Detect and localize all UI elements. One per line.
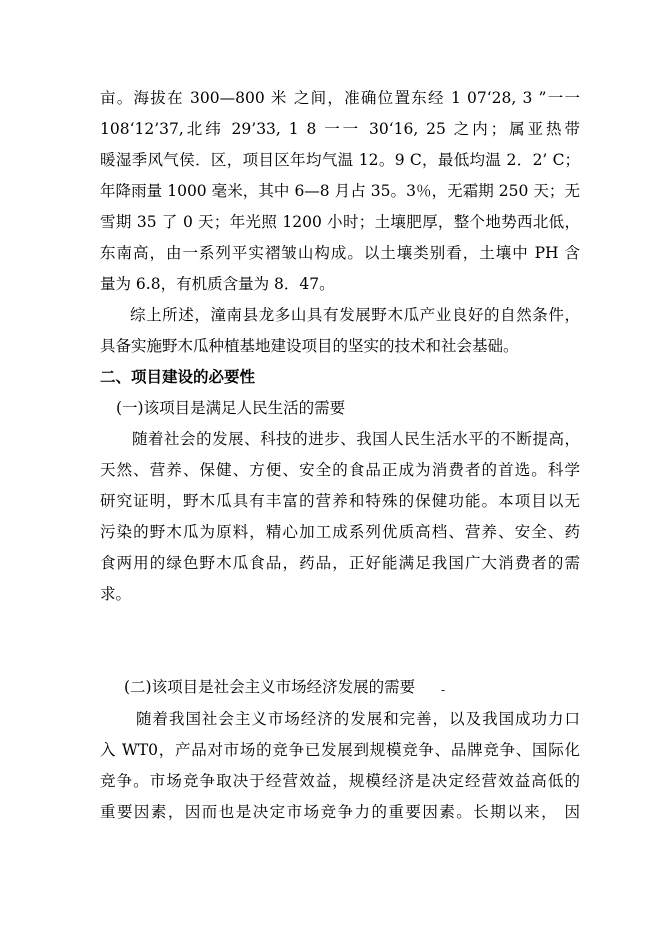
- paragraph-line: 天然、营养、保健、方便、安全的食品正成为消费者的首选。科学: [100, 461, 580, 479]
- paragraph-line: 入 WT0，产品对市场的竞争已发展到规模竞争、品牌竞争、国际化: [100, 741, 580, 759]
- paragraph-line: 污染的野木瓜为原料，精心加工成系列优质高档、营养、安全、药: [100, 523, 580, 541]
- section-heading: 二、项目建设的必要性: [100, 368, 256, 386]
- stray-mark: -: [441, 683, 446, 697]
- paragraph-line: 具备实施野木瓜种植基地建设项目的坚实的技术和社会基础。: [100, 337, 519, 355]
- paragraph-line: 东南高，由一系列平实褶皱山构成。以土壤类别看，土壤中 PH 含: [100, 244, 580, 262]
- paragraph-line: 量为 6.8，有机质含量为 8．47。: [100, 275, 335, 293]
- paragraph-line: 暖湿季风气侯．区，项目区年均气温 12。9 C，最低均温 2．2’ C；: [100, 151, 580, 169]
- paragraph-line: 研究证明，野木瓜具有丰富的营养和特殊的保健功能。本项目以无: [100, 492, 580, 510]
- subsection-heading: (二)该项目是社会主义市场经济发展的需要: [124, 678, 416, 696]
- paragraph-line: 综上所述，潼南县龙多山具有发展野木瓜产业良好的自然条件，: [130, 306, 580, 324]
- paragraph-line: 食两用的绿色野木瓜食品，药品，正好能满足我国广大消费者的需: [100, 554, 580, 572]
- paragraph-line: 竞争。市场竞争取决于经营效益，规模经济是决定经营效益高低的: [100, 772, 580, 790]
- subsection-heading: (一)该项目是满足人民生活的需要: [116, 399, 346, 417]
- paragraph-line: 随着我国社会主义市场经济的发展和完善，以及我国成功力口: [136, 710, 580, 728]
- paragraph-line: 求。: [100, 585, 132, 603]
- paragraph-line: 雪期 35 了 0 天；年光照 1200 小时；土壤肥厚，整个地势西北低，: [100, 213, 580, 231]
- paragraph-line: 亩。海拔在 300—800 米 之间，准确位置东经 1 07‘28, 3 ”一一: [100, 89, 580, 107]
- paragraph-line: 年降雨量 1000 毫米，其中 6—8 月占 35。3％，无霜期 250 天；无: [100, 182, 580, 200]
- paragraph-line: 重要因素，因而也是决定市场竞争力的重要因素。长期以来， 因: [100, 803, 580, 821]
- paragraph-line: 随着社会的发展、科技的进步、我国人民生活水平的不断提高，: [132, 430, 580, 448]
- paragraph-line: 108‘12’37,北纬 29’33, 1 8 一一 30‘16, 25 之内；属亚热带: [100, 120, 580, 138]
